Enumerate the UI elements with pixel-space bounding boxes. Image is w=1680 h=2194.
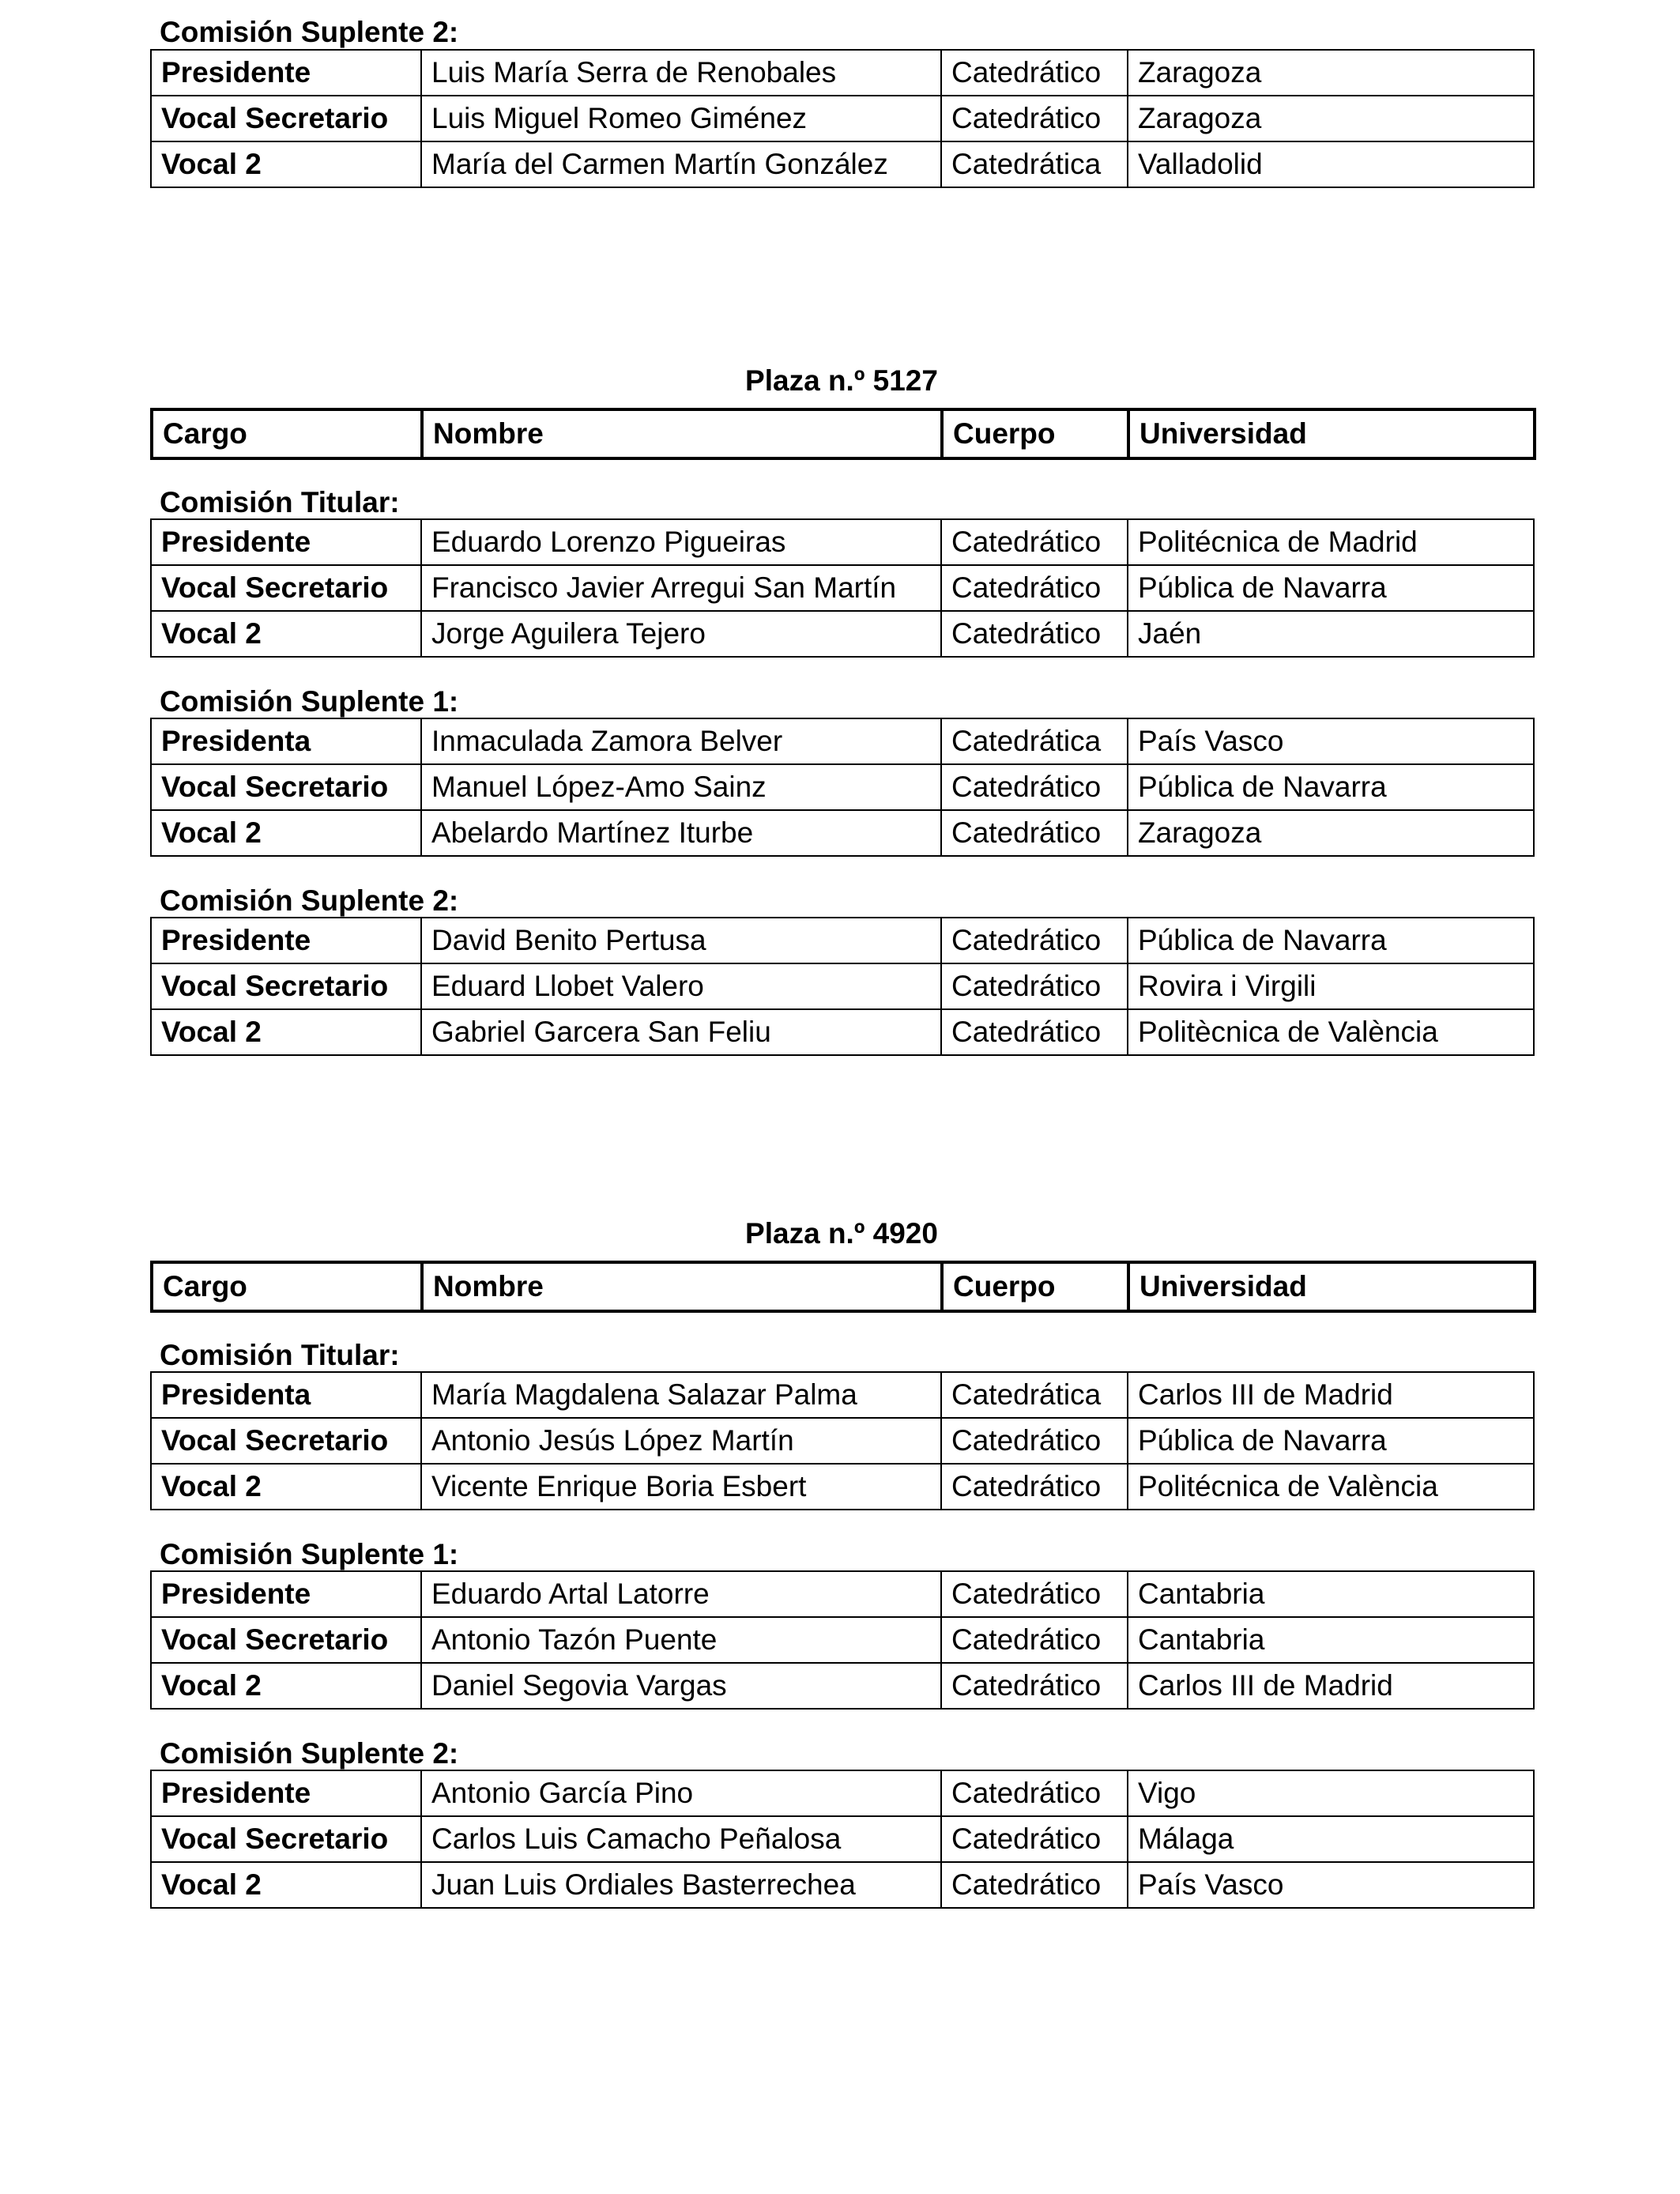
cargo-cell: Presidente xyxy=(151,519,421,565)
commission-table xyxy=(150,49,1535,188)
nombre-cell: Antonio Jesús López Martín xyxy=(421,1418,941,1464)
table-row xyxy=(151,1663,1534,1709)
cuerpo-cell: Catedrático xyxy=(941,1464,1128,1510)
cuerpo-cell: Catedrático xyxy=(941,1862,1128,1908)
table-row xyxy=(151,1372,1534,1418)
table-row xyxy=(151,1464,1534,1510)
cuerpo-cell: Catedrática xyxy=(941,1372,1128,1418)
plaza-title: Plaza n.º 4920 xyxy=(745,1217,938,1250)
cargo-cell: Vocal 2 xyxy=(151,611,421,657)
nombre-cell: Vicente Enrique Boria Esbert xyxy=(421,1464,941,1510)
cargo-cell: Presidenta xyxy=(151,1372,421,1418)
commission-caption: Comisión Titular: xyxy=(160,486,400,518)
universidad-cell: Vigo xyxy=(1128,1770,1534,1816)
nombre-cell: Antonio García Pino xyxy=(421,1770,941,1816)
cuerpo-cell: Catedrático xyxy=(941,1617,1128,1663)
header-table xyxy=(150,1261,1536,1313)
header-cargo: Cargo xyxy=(152,409,422,458)
nombre-cell: Abelardo Martínez Iturbe xyxy=(421,810,941,856)
universidad-cell: Politécnica de València xyxy=(1128,1464,1534,1510)
cargo-cell: Presidente xyxy=(151,1571,421,1617)
cuerpo-cell: Catedrático xyxy=(941,764,1128,810)
table-row xyxy=(151,963,1534,1009)
cargo-cell: Vocal 2 xyxy=(151,141,421,187)
table-row xyxy=(151,611,1534,657)
cargo-cell: Vocal Secretario xyxy=(151,565,421,611)
nombre-cell: Antonio Tazón Puente xyxy=(421,1617,941,1663)
table-row xyxy=(151,718,1534,764)
table-row xyxy=(151,764,1534,810)
commission-table xyxy=(150,1770,1535,1909)
cuerpo-cell: Catedrático xyxy=(941,611,1128,657)
cargo-cell: Presidente xyxy=(151,50,421,96)
universidad-cell: Cantabria xyxy=(1128,1617,1534,1663)
table-row xyxy=(151,1770,1534,1816)
cargo-cell: Vocal 2 xyxy=(151,1464,421,1510)
commission-table xyxy=(150,518,1535,658)
nombre-cell: Carlos Luis Camacho Peñalosa xyxy=(421,1816,941,1862)
nombre-cell: Inmaculada Zamora Belver xyxy=(421,718,941,764)
header-table xyxy=(150,408,1536,460)
universidad-cell: Politècnica de València xyxy=(1128,1009,1534,1055)
universidad-cell: Carlos III de Madrid xyxy=(1128,1663,1534,1709)
commission-caption: Comisión Titular: xyxy=(160,1339,400,1371)
nombre-cell: Eduard Llobet Valero xyxy=(421,963,941,1009)
cuerpo-cell: Catedrático xyxy=(941,1009,1128,1055)
nombre-cell: David Benito Pertusa xyxy=(421,918,941,963)
nombre-cell: Juan Luis Ordiales Basterrechea xyxy=(421,1862,941,1908)
cargo-cell: Vocal Secretario xyxy=(151,963,421,1009)
cargo-cell: Vocal Secretario xyxy=(151,1418,421,1464)
universidad-cell: Zaragoza xyxy=(1128,810,1534,856)
cargo-cell: Presidente xyxy=(151,1770,421,1816)
header-row xyxy=(152,1262,1535,1311)
cargo-cell: Vocal 2 xyxy=(151,1663,421,1709)
commission-caption: Comisión Suplente 1: xyxy=(160,1538,459,1570)
nombre-cell: Luis María Serra de Renobales xyxy=(421,50,941,96)
cuerpo-cell: Catedrático xyxy=(941,519,1128,565)
universidad-cell: Pública de Navarra xyxy=(1128,764,1534,810)
commission-table xyxy=(150,1570,1535,1710)
universidad-cell: País Vasco xyxy=(1128,1862,1534,1908)
commission-table xyxy=(150,1371,1535,1510)
cuerpo-cell: Catedrático xyxy=(941,918,1128,963)
universidad-cell: Zaragoza xyxy=(1128,50,1534,96)
cargo-cell: Vocal 2 xyxy=(151,1009,421,1055)
universidad-cell: Zaragoza xyxy=(1128,96,1534,141)
nombre-cell: Daniel Segovia Vargas xyxy=(421,1663,941,1709)
cargo-cell: Presidenta xyxy=(151,718,421,764)
cargo-cell: Vocal 2 xyxy=(151,1862,421,1908)
cargo-cell: Vocal Secretario xyxy=(151,1816,421,1862)
cuerpo-cell: Catedrático xyxy=(941,810,1128,856)
universidad-cell: Jaén xyxy=(1128,611,1534,657)
header-cargo: Cargo xyxy=(152,1262,422,1311)
table-row xyxy=(151,141,1534,187)
universidad-cell: Pública de Navarra xyxy=(1128,565,1534,611)
nombre-cell: María del Carmen Martín González xyxy=(421,141,941,187)
header-universidad: Universidad xyxy=(1128,409,1535,458)
cuerpo-cell: Catedrático xyxy=(941,963,1128,1009)
cuerpo-cell: Catedrático xyxy=(941,1571,1128,1617)
cuerpo-cell: Catedrático xyxy=(941,96,1128,141)
header-row xyxy=(152,409,1535,458)
nombre-cell: Eduardo Artal Latorre xyxy=(421,1571,941,1617)
cuerpo-cell: Catedrática xyxy=(941,141,1128,187)
commission-caption: Comisión Suplente 2: xyxy=(160,1737,459,1770)
universidad-cell: Pública de Navarra xyxy=(1128,918,1534,963)
universidad-cell: Politécnica de Madrid xyxy=(1128,519,1534,565)
cuerpo-cell: Catedrática xyxy=(941,718,1128,764)
header-universidad: Universidad xyxy=(1128,1262,1535,1311)
commission-caption: Comisión Suplente 2: xyxy=(160,884,459,917)
table-row xyxy=(151,810,1534,856)
universidad-cell: Rovira i Virgili xyxy=(1128,963,1534,1009)
nombre-cell: María Magdalena Salazar Palma xyxy=(421,1372,941,1418)
table-row xyxy=(151,50,1534,96)
nombre-cell: Luis Miguel Romeo Giménez xyxy=(421,96,941,141)
header-nombre: Nombre xyxy=(422,1262,942,1311)
cargo-cell: Vocal 2 xyxy=(151,810,421,856)
table-row xyxy=(151,565,1534,611)
table-row xyxy=(151,1418,1534,1464)
universidad-cell: Málaga xyxy=(1128,1816,1534,1862)
table-row xyxy=(151,1816,1534,1862)
header-cuerpo: Cuerpo xyxy=(942,1262,1128,1311)
cuerpo-cell: Catedrático xyxy=(941,1816,1128,1862)
commission-caption: Comisión Suplente 2: xyxy=(160,16,459,48)
cuerpo-cell: Catedrático xyxy=(941,50,1128,96)
table-row xyxy=(151,1009,1534,1055)
table-row xyxy=(151,1862,1534,1908)
universidad-cell: Pública de Navarra xyxy=(1128,1418,1534,1464)
nombre-cell: Jorge Aguilera Tejero xyxy=(421,611,941,657)
plaza-title: Plaza n.º 5127 xyxy=(745,364,938,397)
universidad-cell: Carlos III de Madrid xyxy=(1128,1372,1534,1418)
cargo-cell: Vocal Secretario xyxy=(151,1617,421,1663)
universidad-cell: Cantabria xyxy=(1128,1571,1534,1617)
cargo-cell: Vocal Secretario xyxy=(151,764,421,810)
cuerpo-cell: Catedrático xyxy=(941,565,1128,611)
table-row xyxy=(151,1617,1534,1663)
nombre-cell: Manuel López-Amo Sainz xyxy=(421,764,941,810)
header-cuerpo: Cuerpo xyxy=(942,409,1128,458)
commission-table xyxy=(150,718,1535,857)
nombre-cell: Gabriel Garcera San Feliu xyxy=(421,1009,941,1055)
universidad-cell: País Vasco xyxy=(1128,718,1534,764)
cuerpo-cell: Catedrático xyxy=(941,1770,1128,1816)
nombre-cell: Francisco Javier Arregui San Martín xyxy=(421,565,941,611)
cargo-cell: Presidente xyxy=(151,918,421,963)
commission-table xyxy=(150,917,1535,1056)
table-row xyxy=(151,519,1534,565)
nombre-cell: Eduardo Lorenzo Pigueiras xyxy=(421,519,941,565)
universidad-cell: Valladolid xyxy=(1128,141,1534,187)
cuerpo-cell: Catedrático xyxy=(941,1663,1128,1709)
table-row xyxy=(151,918,1534,963)
table-row xyxy=(151,96,1534,141)
cargo-cell: Vocal Secretario xyxy=(151,96,421,141)
commission-caption: Comisión Suplente 1: xyxy=(160,685,459,718)
cuerpo-cell: Catedrático xyxy=(941,1418,1128,1464)
header-nombre: Nombre xyxy=(422,409,942,458)
table-row xyxy=(151,1571,1534,1617)
